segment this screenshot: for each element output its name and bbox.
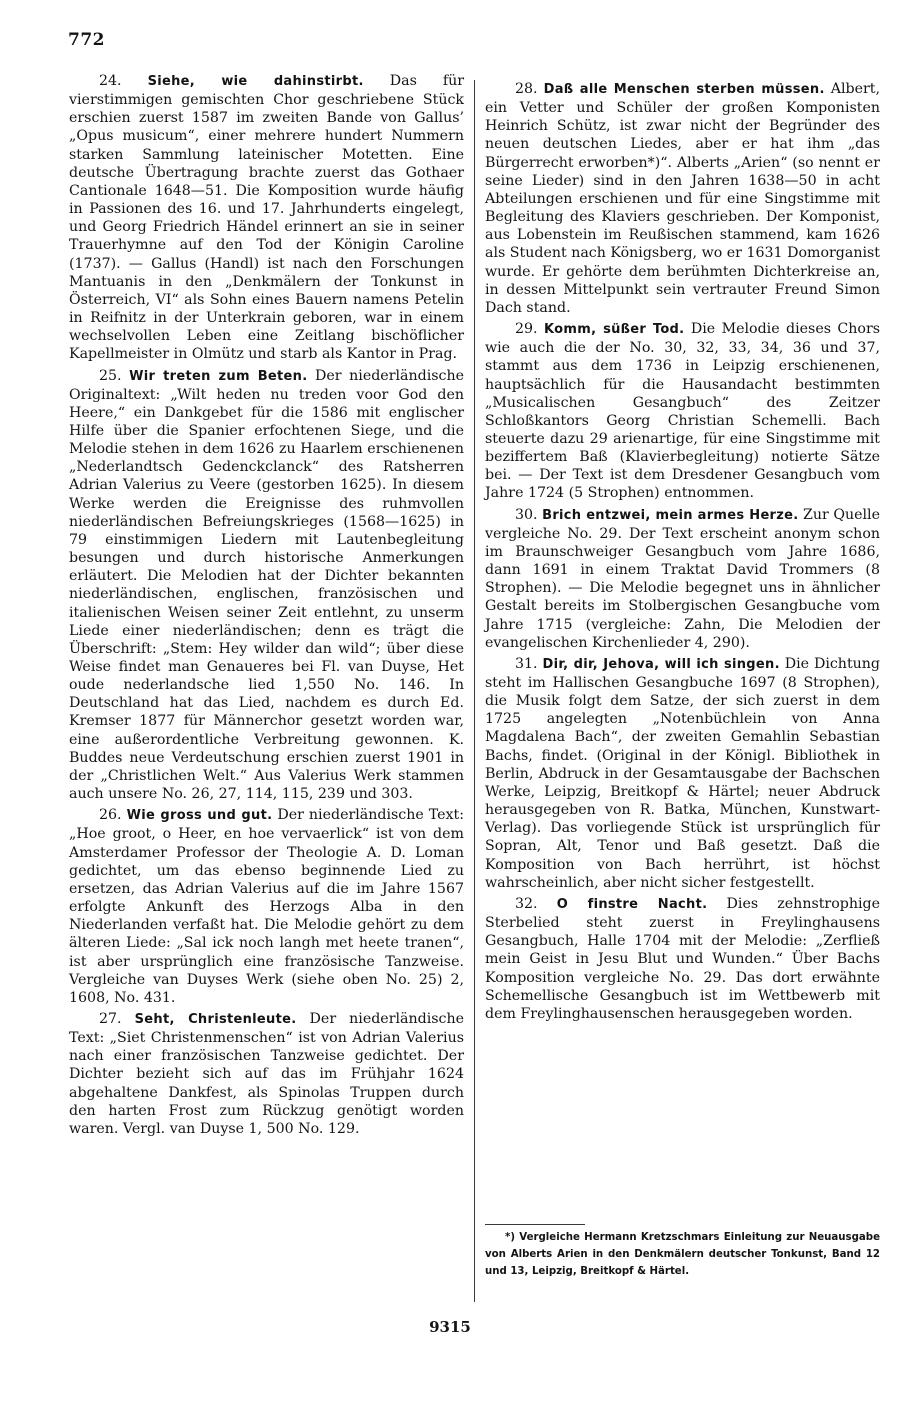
column-divider: [474, 80, 475, 1302]
entry-28: [485, 80, 880, 317]
entry-text: Die Dichtung steht im Hallischen Gesangbuche 1697 (8 Strophen), die Musik folgt dem Satze, der sich zuerst in dem 1725 angelegten „Notenbüchlein von Anna Magdalena Bach“, der zweiten Gemahlin Sebastian Bachs, findet. (Original in der Königl. Bibliothek in Berlin, Abdruck in der Gesamtausgabe der Bachschen Werke, Leipzig, Breitkopf & Härtel; neuer Abdruck herausgegeben von R. Batka, München, Kunstwart-Verlag). Das vorliegende Stück ist ursprünglich für Sopran, Alt, Tenor und Baß gesetzt. Daß die Komposition von Bach herrührt, ist höchst wahrscheinlich, aber nicht sicher festgestellt.: [485, 655, 881, 891]
entry-title: Siehe, wie dahinstirbt.: [147, 74, 364, 89]
entry-title: Wir treten zum Beten.: [129, 368, 308, 384]
entry-text: Albert, ein Vetter und Schüler der großen Komponisten Heinrich Schütz, ist zwar nicht der Begründer des neuen deutschen Liedes, aber er hat ihm „das Bürgerrecht erworben*)“. Alberts „Arien“ (so nennt er seine Lieder) sind in den Jahren 1638—50 in acht Abteilungen erschienen und für eine Singstimme mit Begleitung des Klaviers geschrieben. Der Komponist, aus Lobenstein im Reußischen stammend, kam 1626 als Student nach Königsberg, wo er 1631 Domorganist wurde. Er gehörte dem berühmten Dichterkreise an, in dessen Mittelpunkt sein vertrauter Freund Simon Dach stand.: [485, 81, 880, 316]
page-number: 772: [68, 30, 105, 50]
left-column: [69, 72, 464, 1141]
entry-text: Die Melodie dieses Chors wie auch die der No. 30, 32, 33, 34, 36 und 37, stammt aus dem 1736 in Leipzig erschienenen, hauptsächlich für die Hausandacht bestimmten „Musicalischen Gesangbuch“ des Zeitzer Schloßkantors Georg Christian Schemelli. Bach steuerte dazu 29 arienartige, für eine Singstimme mit beziffertem Baß (Klavierbegleitung) notierte Sätze bei. — Der Text ist dem Dresdener Gesangbuch vom Jahre 1724 (5 Strophen) entnommen.: [485, 321, 881, 502]
entry-title: Wie gross und gut.: [126, 808, 273, 824]
entry-26: [69, 806, 464, 1007]
entry-30: [485, 506, 880, 652]
entry-number: 30.: [515, 506, 538, 523]
entry-text: Zur Quelle vergleiche No. 29. Der Text erscheint anonym schon im Braunschweiger Gesangbuch vom Jahre 1686, dann 1691 in einem Traktat David Trommers (8 Strophen). — Die Melodie begegnet uns in ähnlicher Gestalt bereits im Stolbergischen Gesangbuche vom Jahre 1715 (vergleiche: Zahn, Die Melodien der evangelischen Kirchenlieder 4, 290).: [485, 506, 880, 651]
page-footer-number: 9315: [429, 1318, 471, 1336]
entry-text: Der niederländische Text: „Hoe groot, o Heer, en hoe vervaerlick“ ist von dem Amsterdamer Professor der Theologie A. D. Loman gedichtet, um das ebenso beginnende Lied zu ersetzen, das Adrian Valerius auf die im Jahre 1567 erfolgte Ankunft des Herzogs Alba in den Niederlanden verfaßt hat. Die Melodie gehört zu dem älteren Liede: „Sal ick noch langh met heete tranen“, ist aber ursprünglich eine französische Tanzweise. Vergleiche van Duyses Werk (siehe oben No. 25) 2, 1608, No. 431.: [69, 807, 465, 1006]
right-column: [485, 80, 880, 1026]
entry-number: 32.: [515, 895, 538, 912]
entry-title: O finstre Nacht.: [556, 896, 708, 912]
entry-number: 25.: [99, 367, 122, 384]
entry-32: [485, 895, 880, 1023]
entry-text: Das für vierstimmigen gemischten Chor geschriebene Stück erschien zuerst 1587 im zweiten Bande von Gallus’ „Opus musicum“, einer mehrere hundert Nummern starken Sammlung lateinischer Motetten. Eine deutsche Übertragung brachte zuerst das Gothaer Cantionale 1648—51. Die Komposition wurde häufig in Passionen des 16. und 17. Jahrhunderts eingelegt, und Georg Friedrich Händel erinnert an sie in seiner Trauerhymne auf den Tod der Königin Caroline (1737). — Gallus (Handl) ist nach den Forschungen Mantuanis in den „Denkmälern der Tonkunst in Österreich, VI“ als Sohn eines Bauern namens Petelin in Reifnitz in der Unterkrain geboren, war in einem wechselvollen Leben eine Zeitlang bischöflicher Kapellmeister in Olmütz und starb als Kantor in Prag.: [69, 73, 465, 363]
entry-24: [69, 72, 464, 364]
entry-title: Daß alle Menschen sterben müssen.: [543, 82, 825, 97]
entry-title: Seht, Christenleute.: [134, 1011, 297, 1027]
entry-25: [69, 367, 464, 804]
entry-title: Brich entzwei, mein armes Herze.: [542, 507, 799, 523]
entry-number: 28.: [515, 81, 538, 97]
footnote-rule: [485, 1224, 585, 1225]
entry-text: Der niederländische Text: „Siet Christenmenschen“ ist von Adrian Valerius nach einer französischen Tanzweise gedichtet. Der Dichter bezieht sich auf das im Frühjahr 1624 abgehaltene Dankfest, als Spinolas Truppen durch den harten Frost zum Rückzug genötigt worden waren. Vergl. van Duyse 1, 500 No. 129.: [69, 1010, 464, 1137]
entry-number: 24.: [99, 73, 122, 89]
entry-number: 26.: [99, 807, 122, 824]
entry-29: [485, 320, 880, 503]
entry-number: 29.: [515, 321, 538, 338]
entry-31: [485, 655, 880, 892]
entry-title: Komm, süßer Tod.: [544, 322, 685, 338]
entry-title: Dir, dir, Jehova, will ich singen.: [542, 656, 780, 672]
footnote: *) Vergleiche Hermann Kretzschmars Einleitung zur Neuausgabe von Alberts Arien in den Denkmälern deutscher Tonkunst, Band 12 und 13, Leipzig, Breitkopf & Härtel.: [485, 1232, 880, 1277]
entry-text: Dies zehnstrophige Sterbelied steht zuerst in Freylinghausens Gesangbuch, Halle 1704 mit der Melodie: „Zerfließ mein Geist in Jesu Blut und Wunden.“ Über Bachs Komposition vergleiche No. 29. Das dort erwähnte Schemellische Gesangbuch ist im Wettbewerb mit dem Freylinghausenschen herausgegeben worden.: [485, 895, 880, 1022]
entry-number: 31.: [515, 655, 538, 672]
entry-number: 27.: [99, 1010, 122, 1027]
entry-27: [69, 1010, 464, 1138]
entry-text: Der niederländische Originaltext: „Wilt heden nu treden voor God den Heere,“ ein Dankgebet für die 1586 mit englischer Hilfe über die Spanier erfochtenen Siege, und die Melodie stehen in dem 1626 zu Haarlem erschienenen „Nederlandtsch Gedenckclanck“ des Ratsherren Adrian Valerius zu Veere (gestorben 1625). In diesem Werke werden die Ereignisse des ruhmvollen niederländischen Befreiungskrieges (1568—1625) in 79 einstimmigen Liedern mit Lautenbegleitung besungen und durch historische Anmerkungen erläutert. Die Melodien hat der Dichter bekannten niederländischen, englischen, französischen und italienischen Weisen seiner Zeit entlehnt, zu unserm Liede einer niederländischen; denn es trägt die Überschrift: „Stem: Hey wilder dan wild“; über diese Weise findet man Genaueres bei Fl. van Duyse, Het oude nederlandsche lied 1,550 No. 146. In Deutschland hat das Lied, nachdem es durch Ed. Kremser 1877 für Männerchor gesetzt worden war, eine außerordentliche Verbreitung gewonnen. K. Buddes neue Verdeutschung erschien zuerst 1901 in der „Christlichen Welt.“ Aus Valerius Werk stammen auch unsere No. 26, 27, 114, 115, 239 und 303.: [69, 367, 464, 803]
